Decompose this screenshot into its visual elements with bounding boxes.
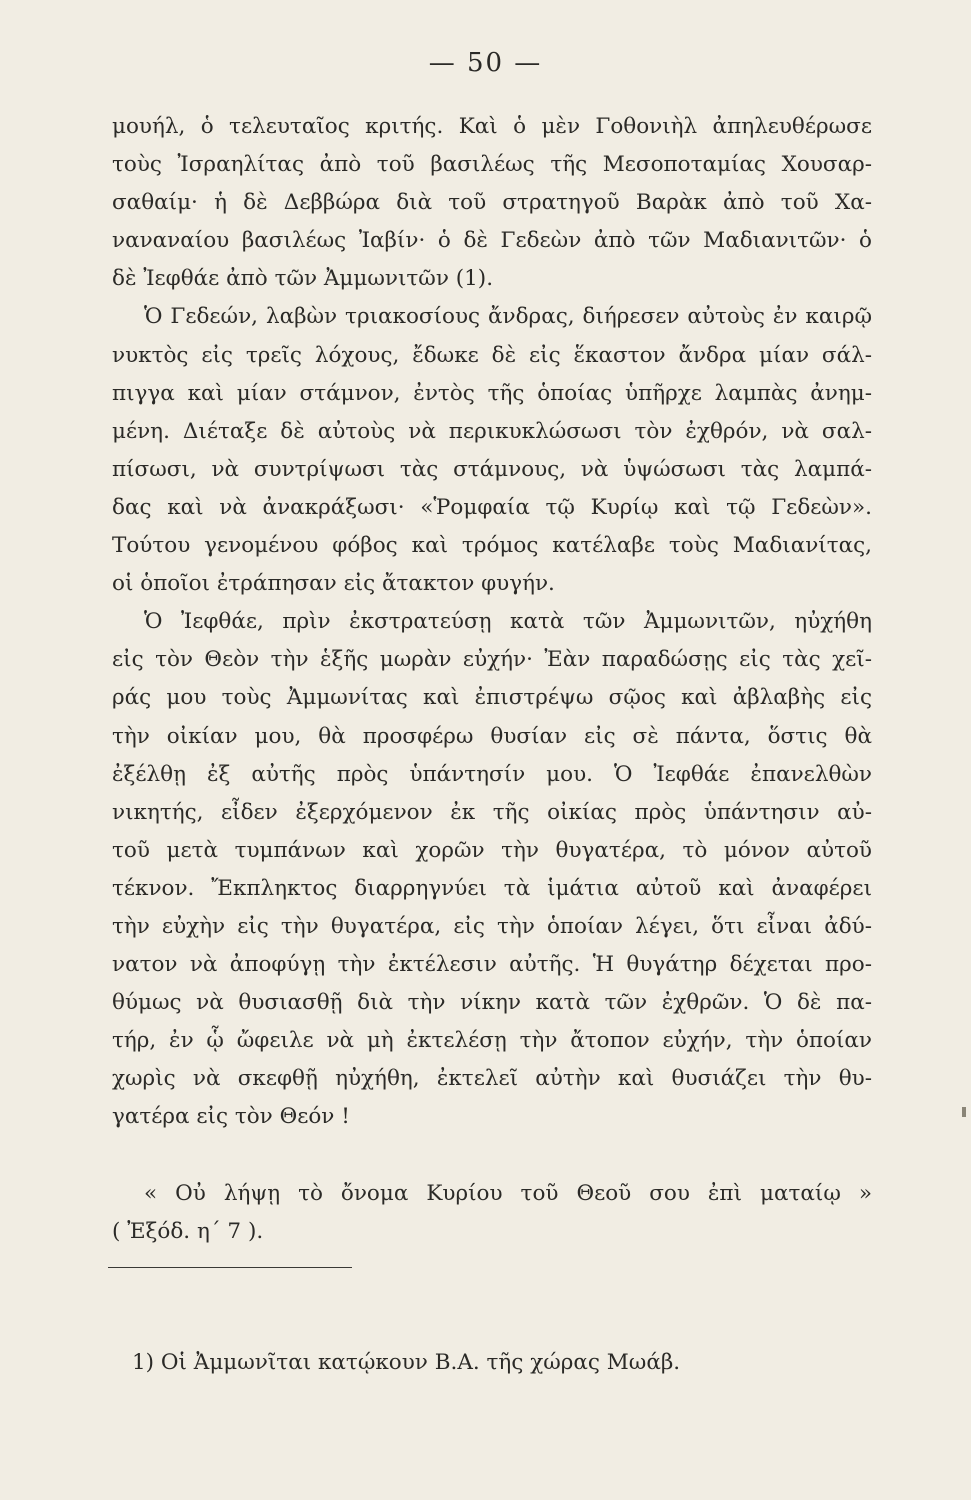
- body-text: [112, 108, 872, 1251]
- citation: ( Ἐξόδ. η΄ 7 ).: [112, 1218, 264, 1244]
- text-line: νυκτὸς εἰς τρεῖς λόχους, ἔδωκε δὲ εἰς ἕκαστον ἄνδρα μίαν σάλ-: [112, 342, 872, 368]
- text-line: ράς μου τοὺς Ἀμμωνίτας καὶ ἐπιστρέψω σῷος καὶ ἀβλαβὴς εἰς: [112, 685, 872, 711]
- text-line: ἐξέλθῃ ἐξ αὐτῆς πρὸς ὑπάντησίν μου. Ὁ Ἰεφθάε ἐπανελθὼν: [112, 761, 872, 787]
- text-line: σαθαίμ· ἡ δὲ Δεββώρα διὰ τοῦ στρατηγοῦ Βαρὰκ ἀπὸ τοῦ Χα-: [112, 190, 872, 216]
- text-line: τοῦ μετὰ τυμπάνων καὶ χορῶν τὴν θυγατέρα, τὸ μόνον αὐτοῦ: [112, 837, 872, 863]
- page-number: — 50 —: [428, 48, 543, 78]
- text-line: οἱ ὁποῖοι ἐτράπησαν εἰς ἄτακτον φυγήν.: [112, 571, 555, 597]
- footnote: 1) Οἱ Ἀμμωνῖται κατῴκουν Β.Α. τῆς χώρας Μωάβ.: [132, 1350, 681, 1375]
- margin-mark: [962, 1107, 966, 1117]
- text-line: τὴν οἰκίαν μου, θὰ προσφέρω θυσίαν εἰς σὲ πάντα, ὅστις θὰ: [112, 723, 872, 749]
- text-line: μουήλ, ὁ τελευταῖος κριτής. Καὶ ὁ μὲν Γοθονιὴλ ἀπηλευθέρωσε: [112, 114, 872, 139]
- text-line: νατον νὰ ἀποφύγῃ τὴν ἐκτέλεσιν αὐτῆς. Ἡ θυγάτηρ δέχεται προ-: [112, 952, 872, 978]
- text-line: θύμως νὰ θυσιασθῇ διὰ τὴν νίκην κατὰ τῶν ἐχθρῶν. Ὁ δὲ πα-: [112, 990, 872, 1016]
- blank-line: [112, 1137, 872, 1175]
- text-line: ναναναίου βασιλέως Ἰαβίν· ὁ δὲ Γεδεὼν ἀπὸ τῶν Μαδιανιτῶν· ὁ: [112, 228, 872, 254]
- text-line: νικητής, εἶδεν ἐξερχόμενον ἐκ τῆς οἰκίας πρὸς ὑπάντησιν αὐ-: [112, 799, 872, 825]
- text-line: πιγγα καὶ μίαν στάμνον, ἐντὸς τῆς ὁποίας ὑπῆρχε λαμπὰς ἀνημ-: [112, 380, 872, 406]
- text-line: μένη. Διέταξε δὲ αὐτοὺς νὰ περικυκλώσωσι τὸν ἐχθρόν, νὰ σαλ-: [112, 418, 872, 444]
- text-line: χωρὶς νὰ σκεφθῇ ηὐχήθη, ἐκτελεῖ αὐτὴν καὶ θυσιάζει τὴν θυ-: [112, 1066, 872, 1092]
- text-line: εἰς τὸν Θεὸν τὴν ἑξῆς μωρὰν εὐχήν· Ἐὰν παραδώσῃς εἰς τὰς χεῖ-: [112, 647, 872, 673]
- quotation: « Οὐ λήψῃ τὸ ὄνομα Κυρίου τοῦ Θεοῦ σου ἐπὶ ματαίῳ »: [144, 1180, 872, 1206]
- text-line: δὲ Ἰεφθάε ἀπὸ τῶν Ἀμμωνιτῶν (1).: [112, 266, 494, 292]
- text-line: Τούτου γενομένου φόβος καὶ τρόμος κατέλαβε τοὺς Μαδιανίτας,: [112, 533, 872, 559]
- text-line: τήρ, ἐν ᾧ ὤφειλε νὰ μὴ ἐκτελέσῃ τὴν ἄτοπον εὐχήν, τὴν ὁποίαν: [112, 1028, 872, 1054]
- text-line: πίσωσι, νὰ συντρίψωσι τὰς στάμνους, νὰ ὑψώσωσι τὰς λαμπά-: [112, 456, 872, 482]
- footnote-rule: [108, 1267, 352, 1268]
- text-line: Ὁ Ἰεφθάε, πρὶν ἐκστρατεύσῃ κατὰ τῶν Ἀμμωνιτῶν, ηὐχήθη: [144, 609, 872, 635]
- text-line: τὴν εὐχὴν εἰς τὴν θυγατέρα, εἰς τὴν ὁποίαν λέγει, ὅτι εἶναι ἀδύ-: [112, 913, 872, 939]
- text-line: δας καὶ νὰ ἀνακράξωσι· «Ῥομφαία τῷ Κυρίῳ καὶ τῷ Γεδεὼν».: [112, 494, 872, 520]
- text-line: τοὺς Ἰσραηλίτας ἀπὸ τοῦ βασιλέως τῆς Μεσοποταμίας Χουσαρ-: [112, 152, 872, 178]
- text-line: Ὁ Γεδεών, λαβὼν τριακοσίους ἄνδρας, διήρεσεν αὐτοὺς ἐν καιρῷ: [144, 304, 872, 330]
- text-line: γατέρα εἰς τὸν Θεόν !: [112, 1104, 350, 1130]
- text-line: τέκνον. Ἔκπληκτος διαρρηγνύει τὰ ἱμάτια αὐτοῦ καὶ ἀναφέρει: [112, 875, 872, 901]
